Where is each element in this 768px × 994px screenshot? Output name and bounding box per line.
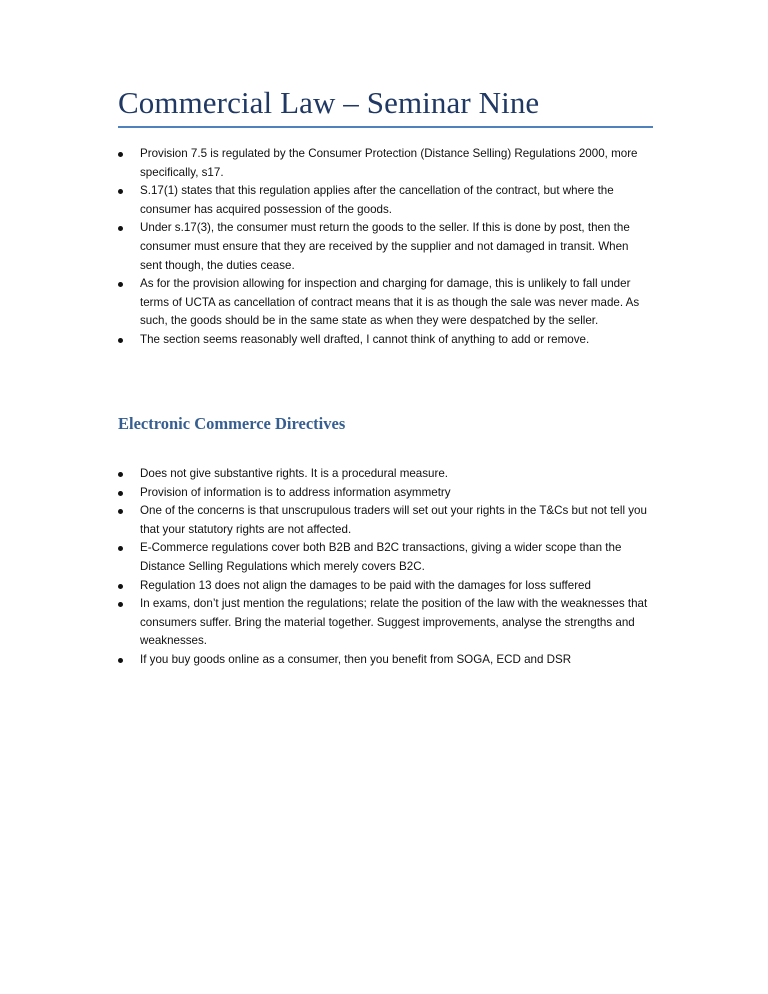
list-item bbox=[118, 465, 653, 484]
list-item-text: If you buy goods online as a consumer, then you benefit from SOGA, ECD and DSR bbox=[140, 652, 572, 666]
list-item-text: One of the concerns is that unscrupulous traders will set out your rights in the T&Cs but not tell you that your statutory rights are not affected. bbox=[140, 504, 647, 536]
list-item-text: As for the provision allowing for inspection and charging for damage, this is unlikely to fall under terms of UCTA as cancellation of contract means that it is as though the sale was never made. As such, the goods should be in the same state as when they were despatched by the seller. bbox=[140, 277, 640, 328]
list-item-text: E-Commerce regulations cover both B2B and B2C transactions, giving a wider scope than the Distance Selling Regulations which merely covers B2C. bbox=[140, 541, 622, 573]
list-item bbox=[118, 539, 653, 576]
list-item-text: Provision of information is to address information asymmetry bbox=[140, 485, 451, 499]
list-item bbox=[118, 182, 653, 219]
bullet-icon bbox=[118, 472, 123, 477]
list-item-text: In exams, don’t just mention the regulations; relate the position of the law with the weaknesses that consumers suffer. Bring the material together. Suggest improvements, analyse the strengths and weaknesses. bbox=[140, 597, 648, 648]
page-title: Commercial Law – Seminar Nine bbox=[118, 85, 540, 120]
list-item bbox=[118, 219, 653, 275]
list-item bbox=[118, 275, 653, 331]
bullet-icon bbox=[118, 152, 123, 157]
list-item-text: Under s.17(3), the consumer must return the goods to the seller. If this is done by post, then the consumer must ensure that they are received by the supplier and not damaged in transit. When sent though, the duties cease. bbox=[140, 221, 630, 272]
bullet-icon bbox=[118, 602, 123, 607]
list-item-text: The section seems reasonably well drafted, I cannot think of anything to add or remove. bbox=[140, 332, 590, 346]
bullet-icon bbox=[118, 509, 123, 514]
list-item-text: S.17(1) states that this regulation applies after the cancellation of the contract, but where the consumer has acquired possession of the goods. bbox=[140, 184, 614, 216]
list-item bbox=[118, 484, 653, 503]
title-underline bbox=[118, 126, 653, 128]
list-item bbox=[118, 502, 653, 539]
section-heading: Electronic Commerce Directives bbox=[118, 414, 346, 433]
seminar-bullet-list bbox=[118, 145, 653, 350]
bullet-icon bbox=[118, 282, 123, 287]
bullet-icon bbox=[118, 226, 123, 231]
list-item bbox=[118, 651, 653, 670]
list-item bbox=[118, 145, 653, 182]
bullet-icon bbox=[118, 584, 123, 589]
list-item-text: Provision 7.5 is regulated by the Consumer Protection (Distance Selling) Regulations 2000, more specifically, s17. bbox=[140, 147, 638, 179]
bullet-icon bbox=[118, 189, 123, 194]
list-item bbox=[118, 577, 653, 596]
bullet-icon bbox=[118, 338, 123, 343]
bullet-icon bbox=[118, 491, 123, 496]
ecommerce-bullet-list bbox=[118, 465, 653, 670]
list-item-text: Does not give substantive rights. It is a procedural measure. bbox=[140, 467, 449, 480]
list-item bbox=[118, 595, 653, 651]
bullet-icon bbox=[118, 658, 123, 663]
list-item bbox=[118, 331, 653, 350]
bullet-icon bbox=[118, 546, 123, 551]
list-item-text: Regulation 13 does not align the damages to be paid with the damages for loss suffered bbox=[140, 578, 591, 592]
